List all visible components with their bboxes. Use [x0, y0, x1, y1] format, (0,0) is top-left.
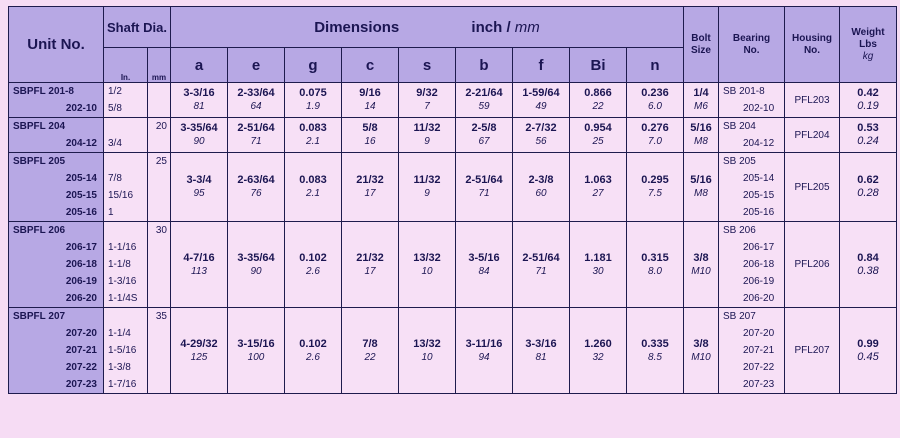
bearing-no-variant: 204-12: [743, 138, 775, 149]
dim-mm-value: 22: [592, 101, 604, 112]
bearing-no-variant: 205-16: [743, 207, 775, 218]
bearing-no-variant: 206-20: [743, 293, 775, 304]
weight-header: [840, 7, 897, 83]
dim-g-cell: [285, 222, 342, 308]
bearing-no-line-1: Bearing: [732, 32, 771, 44]
weight-lbs-value: 0.84: [857, 251, 879, 264]
shaft-mm-cell: 35: [148, 308, 171, 394]
shaft-inch-value: [108, 308, 147, 325]
bolt-inch-value: 5/16: [690, 122, 712, 134]
housing-no-cell: PFL206: [785, 222, 840, 308]
col-bi-header: Bi: [570, 48, 627, 83]
bearing-no-variant: 206-18: [743, 259, 775, 270]
col-c-header: c: [342, 48, 399, 83]
dim-g-cell: [285, 83, 342, 118]
shaft-inch-value: [108, 222, 147, 239]
bolt-size-cell: [684, 222, 719, 308]
dim-mm-value: 94: [478, 351, 490, 363]
table-row: [9, 222, 897, 308]
unit-no-cell: [9, 83, 104, 118]
dim-a-cell: [171, 308, 228, 394]
dim-inch-value: 0.335: [641, 337, 669, 350]
dim-a-cell: [171, 118, 228, 153]
dim-inch-value: 2-51/64: [237, 122, 275, 134]
dim-mm-value: 1.9: [306, 101, 320, 112]
dim-inch-value: 0.315: [641, 251, 669, 264]
housing-no-cell: PFL204: [785, 118, 840, 153]
dim-mm-value: 17: [364, 188, 376, 199]
bearing-no-cell: [719, 308, 785, 394]
dim-e-cell: [228, 118, 285, 153]
bolt-metric-value: M8: [694, 188, 708, 199]
bearing-no-main: SB 206: [723, 225, 756, 236]
dim-mm-value: 22: [364, 351, 376, 363]
unit-no-variant: 206-20: [65, 293, 97, 304]
mm-unit-label: mm: [514, 18, 540, 36]
unit-no-main: SBPFL 204: [13, 121, 66, 132]
unit-no-main: SBPFL 201-8: [13, 86, 74, 97]
dim-f-cell: [513, 153, 570, 222]
shaft-inch-header: In.: [104, 48, 148, 83]
shaft-inch-cell: [104, 222, 148, 308]
unit-no-variant: 206-19: [65, 276, 97, 287]
unit-no-variant: 207-20: [65, 328, 97, 339]
dim-mm-value: 100: [247, 351, 265, 363]
dim-s-cell: [399, 83, 456, 118]
weight-cell: [840, 308, 897, 394]
housing-no-cell: PFL207: [785, 308, 840, 394]
dim-c-cell: [342, 222, 399, 308]
col-a-header: a: [171, 48, 228, 83]
dim-c-cell: [342, 83, 399, 118]
dim-mm-value: 32: [592, 351, 604, 363]
weight-kg-value: 0.38: [857, 264, 879, 277]
dim-mm-value: 90: [193, 136, 205, 147]
dim-mm-value: 27: [592, 188, 604, 199]
shaft-inch-value: [108, 118, 147, 135]
dim-e-cell: [228, 308, 285, 394]
bearing-no-main: SB 207: [723, 311, 756, 322]
dim-s-cell: [399, 118, 456, 153]
dim-mm-value: 7.0: [648, 136, 662, 147]
bolt-size-header: [684, 7, 719, 83]
dim-mm-value: 9: [424, 188, 430, 199]
bearing-no-main: SB 204: [723, 121, 756, 132]
weight-lbs-value: 0.53: [857, 122, 879, 134]
shaft-inch-value: 7/8: [108, 173, 122, 184]
weight-cell: [840, 118, 897, 153]
bearing-no-cell: [719, 83, 785, 118]
unit-no-variant: 205-16: [65, 207, 97, 218]
shaft-mm-cell: 20: [148, 118, 171, 153]
bearing-no-main: SB 201-8: [723, 86, 765, 97]
dim-inch-value: 0.236: [641, 87, 669, 99]
bearing-no-variant: 207-23: [743, 379, 775, 390]
shaft-inch-cell: [104, 153, 148, 222]
bearing-no-variant: 205-15: [743, 190, 775, 201]
unit-no-main: SBPFL 205: [13, 156, 66, 167]
dim-mm-value: 95: [193, 188, 205, 199]
dim-mm-value: 8.0: [648, 265, 662, 277]
dimensions-header: [171, 7, 684, 48]
dim-inch-value: 3-35/64: [237, 251, 275, 264]
dim-inch-value: 5/8: [362, 122, 378, 134]
shaft-inch-value: 1-7/16: [108, 379, 137, 390]
dim-mm-value: 113: [191, 265, 207, 277]
unit-no-variant: 202-10: [65, 103, 97, 114]
dim-inch-value: 2-33/64: [237, 87, 275, 99]
col-g-header: g: [285, 48, 342, 83]
dim-mm-value: 7.5: [648, 188, 662, 199]
dim-mm-value: 2.1: [306, 188, 320, 199]
dim-f-cell: [513, 222, 570, 308]
dim-inch-value: 1.260: [584, 337, 612, 350]
dim-inch-value: 2-5/8: [471, 122, 497, 134]
dim-mm-value: 2.6: [306, 265, 320, 277]
dim-inch-value: 2-7/32: [525, 122, 557, 134]
weight-cell: [840, 153, 897, 222]
unit-no-variant: 204-12: [65, 138, 97, 149]
weight-lbs-value: 0.99: [857, 337, 879, 350]
dim-b-cell: [456, 153, 513, 222]
shaft-inch-value: 1/2: [108, 86, 122, 97]
dim-f-cell: [513, 118, 570, 153]
bolt-inch-value: 1/4: [693, 87, 709, 99]
shaft-inch-value: 5/8: [108, 103, 122, 114]
dim-inch-value: 0.075: [299, 87, 327, 99]
unit-no-variant: 206-18: [65, 259, 97, 270]
dim-inch-value: 2-63/64: [237, 174, 275, 186]
dim-inch-value: 2-3/8: [528, 174, 554, 186]
dim-mm-value: 59: [478, 101, 490, 112]
dim-inch-value: 21/32: [356, 174, 384, 186]
shaft-mm-cell: [148, 83, 171, 118]
col-f-header: f: [513, 48, 570, 83]
shaft-inch-value: 1-3/16: [108, 276, 137, 287]
dim-mm-value: 71: [250, 136, 262, 147]
dim-g-cell: [285, 118, 342, 153]
bolt-size-cell: [684, 308, 719, 394]
bolt-size-cell: [684, 83, 719, 118]
spec-table-wrapper: [8, 6, 897, 394]
weight-lbs-value: 0.42: [857, 87, 879, 99]
dim-inch-value: 2-21/64: [465, 87, 503, 99]
dim-inch-value: 21/32: [356, 251, 384, 264]
shaft-inch-value: 3/4: [108, 138, 122, 149]
shaft-mm-cell: 25: [148, 153, 171, 222]
dim-e-cell: [228, 83, 285, 118]
dim-mm-value: 81: [535, 351, 547, 363]
shaft-inch-value: 15/16: [108, 190, 134, 201]
weight-lbs-value: 0.62: [857, 174, 879, 186]
table-header: [9, 7, 897, 83]
dim-mm-value: 90: [250, 265, 262, 277]
table-row: [9, 153, 897, 222]
bolt-metric-value: M8: [694, 136, 708, 147]
dim-inch-value: 0.954: [584, 122, 612, 134]
dim-mm-value: 30: [592, 265, 604, 277]
bolt-size-line-2: Size: [690, 44, 711, 56]
dim-inch-value: 0.102: [299, 251, 327, 264]
weight-line-2: Lbs: [859, 38, 877, 50]
bearing-no-header: [719, 7, 785, 83]
housing-no-cell: PFL205: [785, 153, 840, 222]
dim-g-cell: [285, 308, 342, 394]
shaft-inch-value: 1-1/16: [108, 242, 137, 253]
bolt-size-line-1: Bolt: [691, 32, 711, 44]
unit-no-cell: [9, 222, 104, 308]
dim-inch-value: 3-11/16: [465, 337, 503, 350]
bolt-metric-value: M10: [691, 351, 711, 363]
unit-no-variant: 207-23: [65, 379, 97, 390]
unit-no-cell: [9, 118, 104, 153]
shaft-inch-cell: [104, 83, 148, 118]
bolt-inch-value: 3/8: [693, 251, 709, 264]
dim-n-cell: [627, 222, 684, 308]
dim-b-cell: [456, 118, 513, 153]
weight-line-3: kg: [862, 50, 874, 62]
bearing-spec-table: [8, 6, 897, 394]
weight-line-1: Weight: [851, 26, 885, 38]
housing-no-line-2: No.: [803, 44, 821, 56]
dim-mm-value: 64: [250, 101, 262, 112]
dim-mm-value: 56: [535, 136, 547, 147]
col-s-header: s: [399, 48, 456, 83]
bolt-size-cell: [684, 153, 719, 222]
dim-mm-value: 2.6: [306, 351, 320, 363]
dim-c-cell: [342, 308, 399, 394]
bearing-no-variant: 206-19: [743, 276, 775, 287]
weight-kg-value: 0.45: [857, 350, 879, 363]
dim-inch-value: 11/32: [413, 122, 441, 134]
dim-mm-value: 10: [421, 265, 433, 277]
unit-no-variant: 205-14: [65, 173, 97, 184]
col-n-header: n: [627, 48, 684, 83]
table-row: [9, 83, 897, 118]
housing-no-header: [785, 7, 840, 83]
weight-kg-value: 0.24: [857, 135, 879, 147]
unit-no-variant: 205-15: [65, 190, 97, 201]
weight-cell: [840, 83, 897, 118]
dim-inch-value: 3-35/64: [180, 122, 218, 134]
dim-mm-value: 125: [190, 351, 208, 363]
dim-mm-value: 71: [478, 188, 490, 199]
dim-inch-value: 13/32: [413, 251, 441, 264]
bolt-metric-value: M6: [694, 101, 708, 112]
bolt-size-cell: [684, 118, 719, 153]
dim-inch-value: 2-51/64: [522, 251, 560, 264]
housing-no-line-1: Housing: [792, 32, 832, 44]
dim-a-cell: [171, 83, 228, 118]
table-body: [9, 83, 897, 394]
shaft-dia-header: Shaft Dia.: [104, 7, 171, 48]
unit-no-main: SBPFL 206: [13, 225, 66, 236]
shaft-inch-value: [108, 153, 147, 170]
shaft-inch-value: 1: [108, 207, 114, 218]
bolt-inch-value: 5/16: [690, 174, 712, 186]
shaft-inch-cell: [104, 118, 148, 153]
unit-separator: /: [506, 18, 511, 36]
dim-e-cell: [228, 153, 285, 222]
dim-inch-value: 0.295: [641, 174, 669, 186]
shaft-mm-cell: 30: [148, 222, 171, 308]
dim-mm-value: 71: [535, 265, 547, 277]
dim-c-cell: [342, 153, 399, 222]
table-row: [9, 308, 897, 394]
unit-no-main: SBPFL 207: [13, 311, 66, 322]
bearing-no-main: SB 205: [723, 156, 756, 167]
dim-mm-value: 9: [424, 136, 430, 147]
bearing-no-variant: 207-20: [743, 328, 775, 339]
dim-mm-value: 2.1: [306, 136, 320, 147]
dim-mm-value: 60: [535, 188, 547, 199]
dim-f-cell: [513, 308, 570, 394]
bearing-no-line-2: No.: [743, 44, 760, 56]
dim-inch-value: 0.102: [299, 337, 327, 350]
dim-inch-value: 3-3/16: [183, 87, 215, 99]
shaft-mm-header: mm: [148, 48, 171, 83]
dim-mm-value: 8.5: [648, 351, 662, 363]
shaft-inch-value: 1-1/4S: [108, 293, 138, 304]
table-row: [9, 118, 897, 153]
dim-n-cell: [627, 118, 684, 153]
dim-inch-value: 4-29/32: [180, 337, 218, 350]
unit-no-variant: 207-22: [65, 362, 97, 373]
unit-no-variant: 206-17: [65, 242, 97, 253]
dim-mm-value: 16: [364, 136, 376, 147]
col-e-header: e: [228, 48, 285, 83]
bearing-no-variant: 205-14: [743, 173, 775, 184]
bearing-no-cell: [719, 118, 785, 153]
dim-inch-value: 0.083: [299, 122, 327, 134]
bearing-no-cell: [719, 222, 785, 308]
dim-inch-value: 1.181: [584, 251, 612, 264]
dim-inch-value: 0.866: [584, 87, 612, 99]
col-b-header: b: [456, 48, 513, 83]
dim-mm-value: 81: [193, 101, 205, 112]
dim-bi-cell: [570, 222, 627, 308]
dim-mm-value: 76: [250, 188, 262, 199]
shaft-inch-value: 1-1/4: [108, 328, 131, 339]
dim-inch-value: 1.063: [584, 174, 612, 186]
weight-cell: [840, 222, 897, 308]
dim-f-cell: [513, 83, 570, 118]
dim-n-cell: [627, 153, 684, 222]
dim-inch-value: 3-5/16: [468, 251, 500, 264]
dim-inch-value: 2-51/64: [465, 174, 503, 186]
dim-mm-value: 25: [592, 136, 604, 147]
dim-e-cell: [228, 222, 285, 308]
dim-inch-value: 9/32: [416, 87, 438, 99]
dim-bi-cell: [570, 308, 627, 394]
dim-inch-value: 9/16: [359, 87, 381, 99]
inch-unit-label: inch: [471, 18, 503, 36]
dim-c-cell: [342, 118, 399, 153]
dim-mm-value: 67: [478, 136, 490, 147]
dim-g-cell: [285, 153, 342, 222]
shaft-inch-value: 1-1/8: [108, 259, 131, 270]
dim-s-cell: [399, 153, 456, 222]
dim-mm-value: 14: [364, 101, 376, 112]
dim-inch-value: 1-59/64: [522, 87, 560, 99]
shaft-inch-value: 1-5/16: [108, 345, 137, 356]
dim-inch-value: 13/32: [413, 337, 441, 350]
dim-bi-cell: [570, 118, 627, 153]
dim-inch-value: 7/8: [362, 337, 378, 350]
unit-no-header: Unit No.: [9, 7, 104, 83]
dim-mm-value: 17: [364, 265, 376, 277]
dim-inch-value: 3-3/4: [186, 174, 212, 186]
bearing-no-variant: 206-17: [743, 242, 775, 253]
dim-inch-value: 11/32: [413, 174, 441, 186]
dim-a-cell: [171, 153, 228, 222]
dim-mm-value: 10: [421, 351, 433, 363]
bolt-inch-value: 3/8: [693, 337, 709, 350]
weight-kg-value: 0.28: [857, 187, 879, 199]
bolt-metric-value: M10: [691, 265, 711, 277]
dim-b-cell: [456, 308, 513, 394]
dim-mm-value: 7: [424, 101, 430, 112]
dim-inch-value: 4-7/16: [183, 251, 215, 264]
dim-mm-value: 84: [478, 265, 490, 277]
shaft-inch-cell: [104, 308, 148, 394]
bearing-no-variant: 202-10: [743, 103, 775, 114]
dim-mm-value: 6.0: [648, 101, 662, 112]
shaft-inch-value: 1-3/8: [108, 362, 131, 373]
dimensions-title: Dimensions: [314, 18, 400, 36]
dim-b-cell: [456, 222, 513, 308]
dim-a-cell: [171, 222, 228, 308]
dim-inch-value: 3-3/16: [525, 337, 557, 350]
dim-inch-value: 0.083: [299, 174, 327, 186]
dim-inch-value: 3-15/16: [237, 337, 275, 350]
weight-kg-value: 0.19: [857, 100, 879, 112]
bearing-no-cell: [719, 153, 785, 222]
bearing-no-variant: 207-21: [743, 345, 775, 356]
unit-no-cell: [9, 308, 104, 394]
dim-b-cell: [456, 83, 513, 118]
dim-n-cell: [627, 83, 684, 118]
dim-bi-cell: [570, 153, 627, 222]
dim-inch-value: 0.276: [641, 122, 669, 134]
unit-no-cell: [9, 153, 104, 222]
dim-mm-value: 49: [535, 101, 547, 112]
dim-s-cell: [399, 308, 456, 394]
unit-no-variant: 207-21: [65, 345, 97, 356]
dim-bi-cell: [570, 83, 627, 118]
bearing-no-variant: 207-22: [743, 362, 775, 373]
housing-no-cell: PFL203: [785, 83, 840, 118]
dim-n-cell: [627, 308, 684, 394]
dim-s-cell: [399, 222, 456, 308]
